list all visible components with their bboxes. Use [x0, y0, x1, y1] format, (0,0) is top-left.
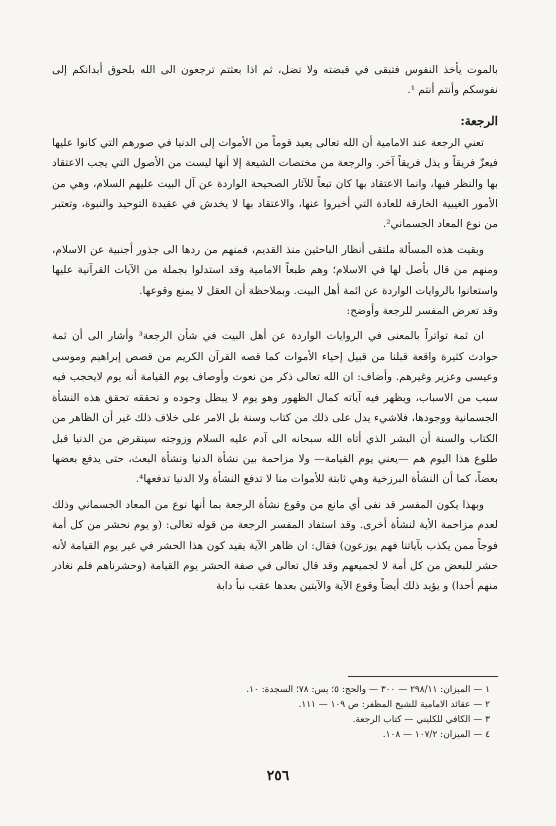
footnote-1: ١ — الميزان: ٢٩٨/١١ — ٣٠٠ — والحج: ٥؛ يس: ٧٨؛ السجدة: ١٠. — [246, 685, 490, 695]
footnote-divider — [348, 676, 498, 677]
footnote-4: ٤ — الميزان: ١٠٧/٢ — ١٠٨. — [382, 730, 490, 740]
paragraph-tawatur: ان ثمة تواتراً بالمعنى في الروايات الواردة عن أهل البيت في شأن الرجعة³ وأشار الى أن ثمة حوادث كثيرة واقعة قبلنا من قبيل إحياء الأموات كما قصه القرآن الكريم من قصص إبراهيم وموسى وعيسى وعزير وغيرهم. وأضاف: ان الله تعالى ذكر من نعوت وأوصاف يوم القيامة أنه يوم لايحجب فيه سبب من الاسباب، ويظهر فيه آياته كمال الظهور وهو يوم لا يبطل وجوده و تحققه تحقق هذه النشأة الجسمانية ووجودها، فلاشيء يدل على ذلك من كتاب وسنة بل الامر على خلاف ذلك غير أن الظاهر من الكتاب والسنة أن البشر الذي أتاه الله سبحانه الى آدم عليه السلام وزوجته سينقرض من الدنيا قبل طلوع هذا اليوم هم —يعني يوم القيامة— ولا مزاحمة بين نشأة الدنيا ونشأة البعث، حتى يدفع بعضها بعضاً، كما أن النشأة البرزخية وهي ثابتة للأموات منا لا تدفع النشأة ولا الدنيا تدفعها⁴. — [52, 330, 498, 486]
paragraph-definition: تعني الرجعة عند الامامية أن الله تعالى يعيد قوماً من الأموات إلى الدنيا في صورهم التي كانوا عليها فيعزّ فريقاً و يذل فريقاً آخر. والرجعة من مختصات الشيعة إلا أنها ليست من الأصول التي يجب الاعتقاد بها والنظر فيها، وانما الاعتقاد بها كان تبعاً للآثار الصحيحة الواردة عن آل البيت عليهم السلام، وهي من الأمور الغيبية الخارقة للعادة التي أخبروا عنها، والاعتقاد بها لا يخدش في عقيدة التوحيد والنبوة، وتعتبر من نوع المعاد الجسماني². — [52, 136, 498, 231]
paragraph-conclusion: وبهذا يكون المفسر قد نفى أي مانع من وقوع نشأة الرجعة بما أنها نوع من المعاد الجسماني وذلك لعدم مزاحمة الأية لنشأة أخرى. وقد استفاد المفسر الرجعة من قوله تعالى: (و يوم نحشر من كل أمة فوجاً ممن يكذب بآياتنا فهم يوزعون) فقال: ان ظاهر الآية يفيد كون هذا الحشر في غير يوم القيامة لأنه حشر للبعض من كل أمة لا لجميعهم وقد قال تعالى في صفة الحشر يوم القيامة (وحشرناهم فلم نغادر منهم أحدا) و يؤيد ذلك أيضاً وقوع الآية والآيتين بعدها عقب نبأ دابة — [52, 498, 498, 593]
section-heading: الرجعة: — [460, 113, 498, 128]
paragraph-history: وبقيت هذه المسألة ملتقى أنظار الباحثين منذ القديم، فمنهم من ردها الى جذور أجنبية عن الاسلام، ومنهم من قال بأصل لها في الاسلام؛ وهم طبعاً الامامية وقد استدلوا بجملة من الآيات القرآنية عليها واستعانوا بالروايات الواردة عن ائمة أهل البيت. وبملاحظة أن العقل لا يمنع وقوعها. — [52, 243, 498, 297]
paragraph-continuation: بالموت يأخذ النفوس فتبقى في قبضته ولا تضل، ثم اذا بعثتم ترجعون الى الله بلحوق أبدانكم إلى نفوسكم وأنتم أنتم ¹. — [52, 64, 498, 97]
footnote-2: ٢ — عقائد الامامية للشيخ المظفر: ص ١٠٩ — ١١١. — [298, 700, 490, 710]
paragraph-intro: وقد تعرض المفسر للرجعة وأوضح: — [346, 305, 498, 318]
footnote-3: ٣ — الكافي للكليني — كتاب الرجعة. — [352, 715, 490, 725]
page-number: ٢٥٦ — [266, 768, 290, 784]
footnotes — [52, 676, 498, 743]
